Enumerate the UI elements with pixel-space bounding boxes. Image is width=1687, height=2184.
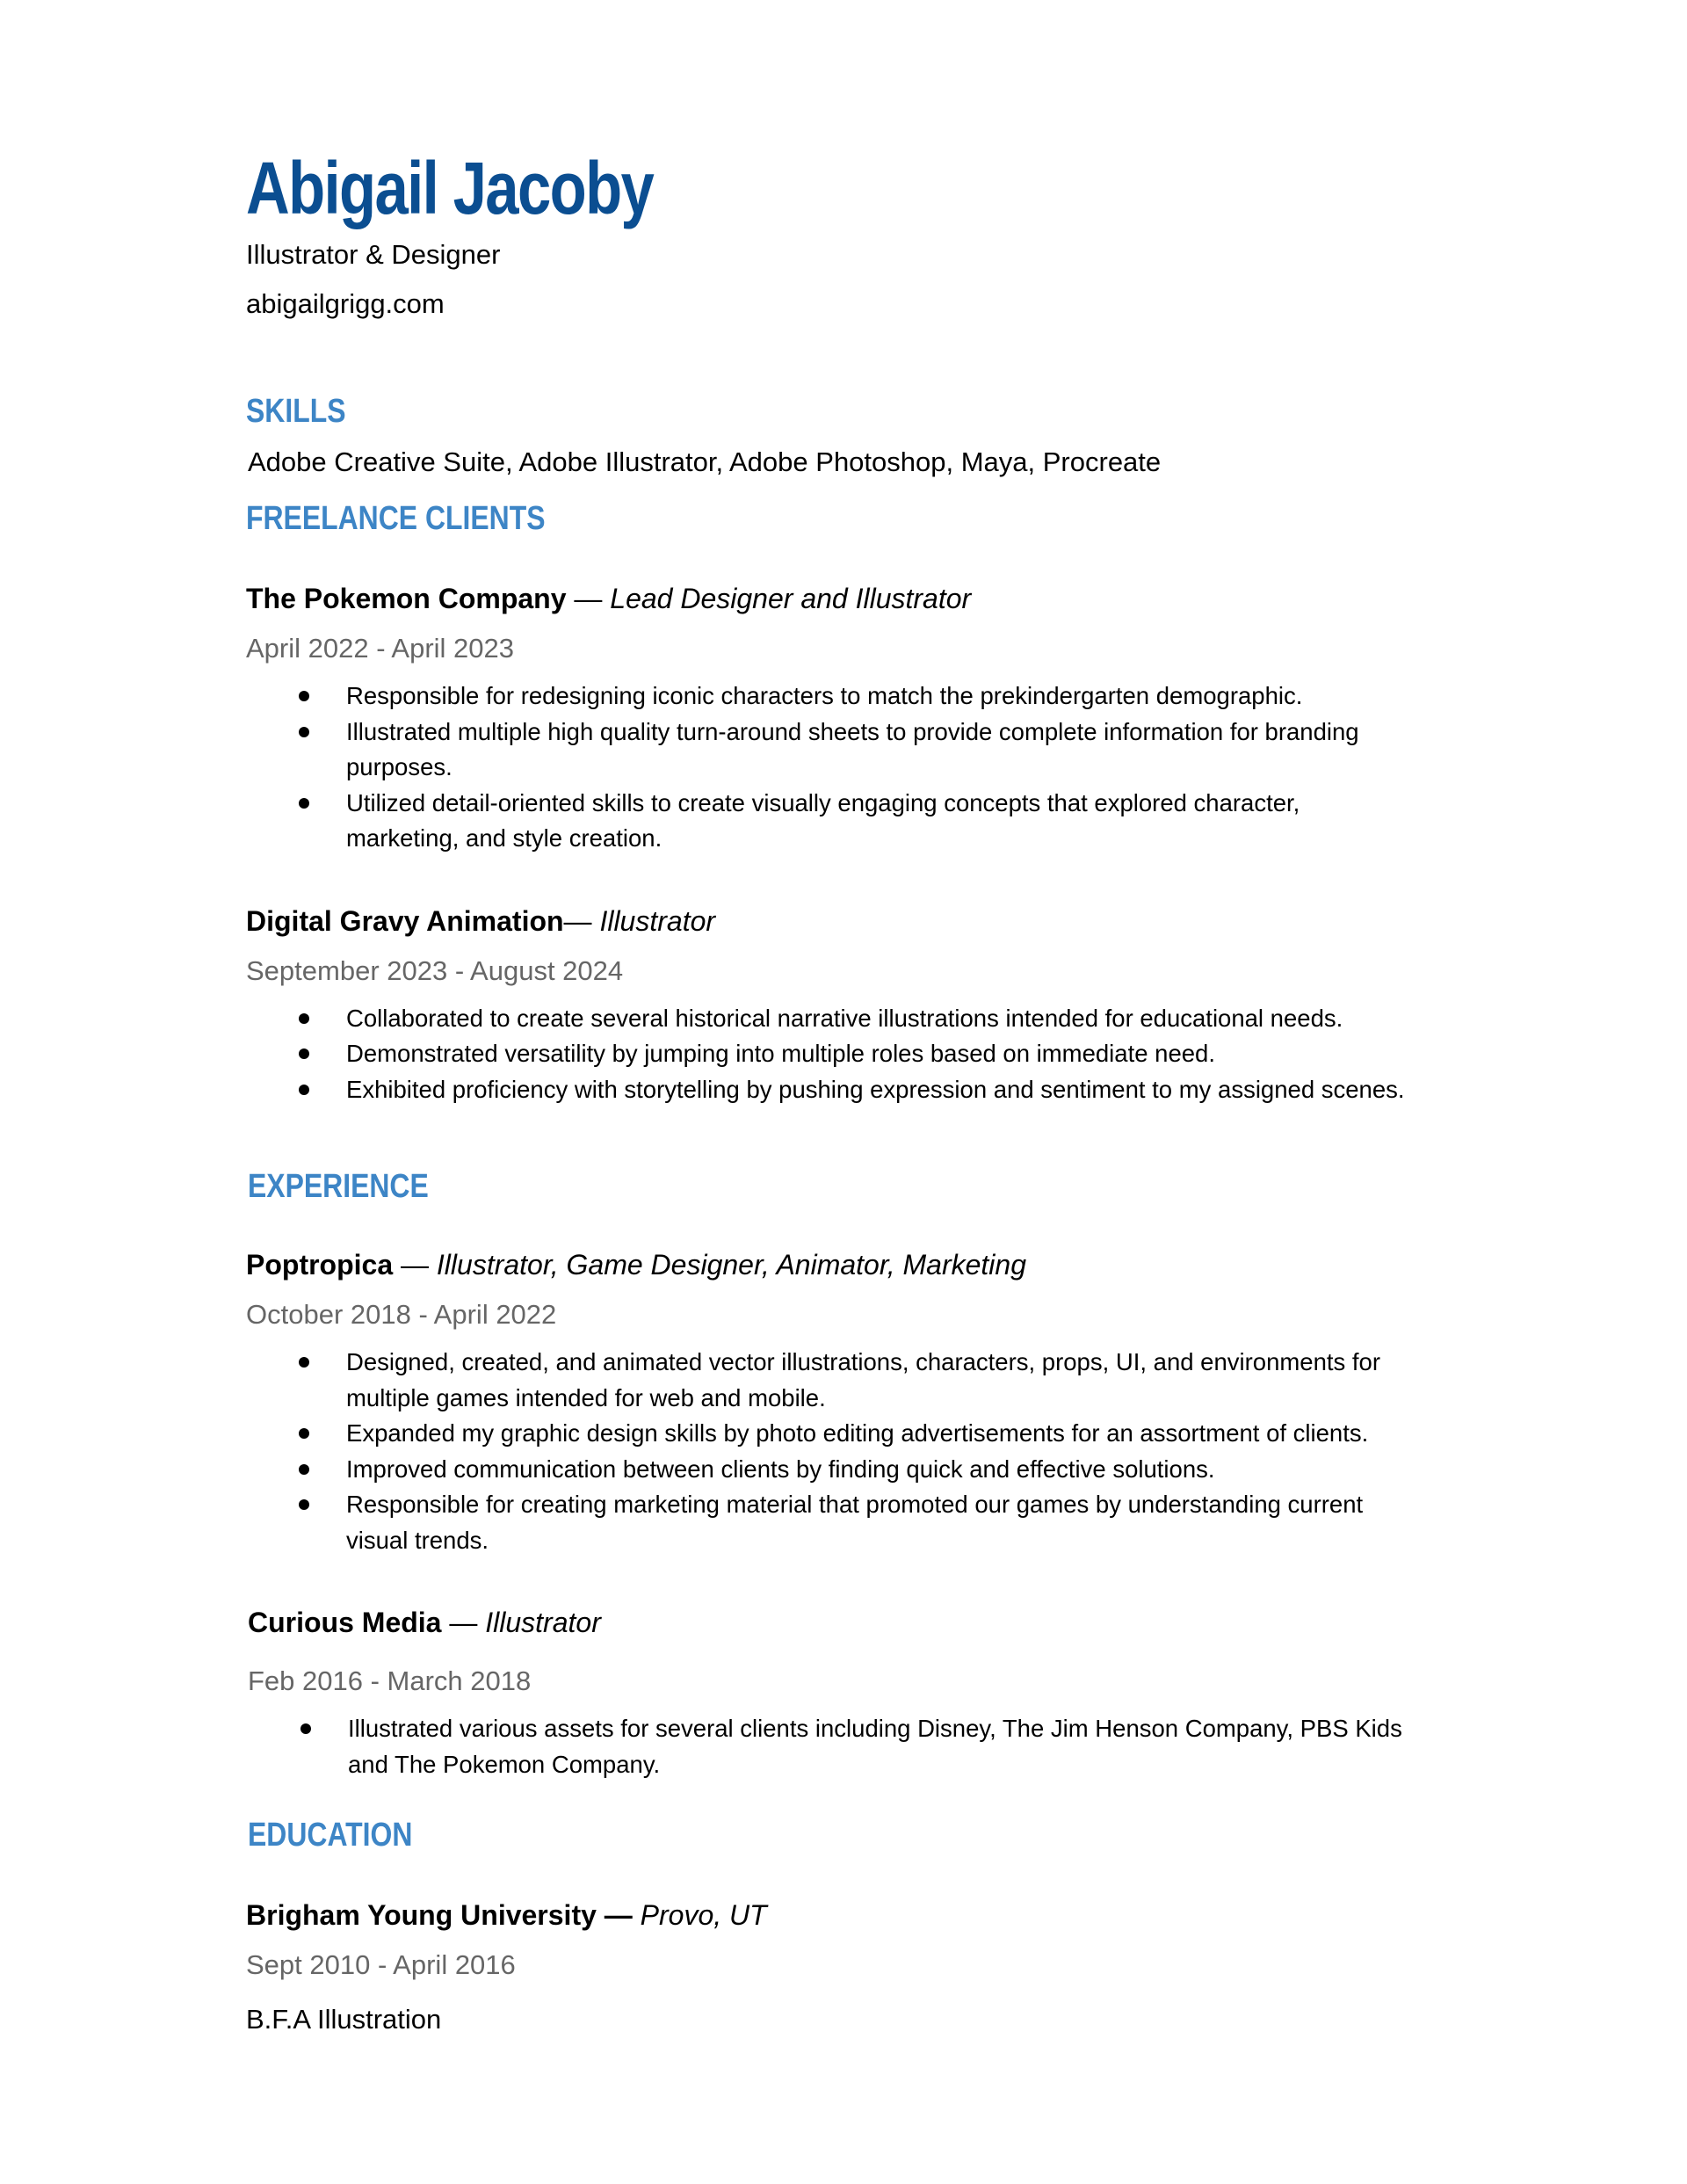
job-bullet-text: Demonstrated versatility by jumping into multiple roles based on immediate need. xyxy=(346,1040,1215,1067)
job-date: April 2022 - April 2023 xyxy=(246,633,515,664)
job-bullet-list xyxy=(246,1001,1441,1108)
job-bullet-text: Collaborated to create several historical narrative illustrations intended for educational needs. xyxy=(346,1004,1343,1032)
job-bullet xyxy=(246,1001,1441,1037)
job-role: Illustrator, Game Designer, Animator, Marketing xyxy=(436,1249,1026,1281)
job-role: Lead Designer and Illustrator xyxy=(610,583,972,614)
bullet-dot-icon xyxy=(299,1357,309,1368)
job-separator: — xyxy=(563,904,600,937)
job-header xyxy=(248,1604,1441,1641)
bullet-dot-icon xyxy=(299,798,309,809)
job-bullet-list xyxy=(246,1345,1441,1558)
job-bullet-text: Utilized detail-oriented skills to create visually engaging concepts that explored character, marketing, and style creation. xyxy=(346,788,1300,852)
job-separator: — xyxy=(441,1607,486,1638)
skills-list: Adobe Creative Suite, Adobe Illustrator, Adobe Photoshop, Maya, Procreate xyxy=(248,446,1162,477)
job-bullet xyxy=(246,1036,1441,1072)
bullet-dot-icon xyxy=(299,1085,309,1095)
job-bullet xyxy=(246,715,1441,786)
skills-heading: SKILLS xyxy=(246,393,346,430)
job-bullet-text: Responsible for creating marketing material that promoted our games by understanding current visual trends. xyxy=(346,1491,1364,1554)
bullet-dot-icon xyxy=(299,1464,309,1475)
bullet-dot-icon xyxy=(300,1723,311,1734)
job-bullet-text: Exhibited proficiency with storytelling by pushing expression and sentiment to my assigned scenes. xyxy=(346,1075,1405,1103)
job-entry-curious-media xyxy=(248,1604,1441,1782)
job-date: October 2018 - April 2022 xyxy=(246,1299,557,1330)
job-header xyxy=(246,580,1441,617)
education-header xyxy=(246,1897,1441,1934)
job-entry-digital-gravy xyxy=(246,903,1441,1108)
job-bullet xyxy=(246,1416,1441,1452)
freelance-clients-heading: FREELANCE CLIENTS xyxy=(246,500,546,537)
experience-heading: EXPERIENCE xyxy=(248,1168,429,1205)
job-bullet-list xyxy=(248,1711,1441,1782)
bullet-dot-icon xyxy=(299,1428,309,1439)
job-bullet-text: Improved communication between clients by finding quick and effective solutions. xyxy=(346,1455,1215,1483)
job-date: Feb 2016 - March 2018 xyxy=(248,1665,532,1696)
education-entry xyxy=(246,1897,1441,2037)
job-bullet xyxy=(246,678,1441,715)
education-school: Brigham Young University xyxy=(246,1899,597,1931)
bullet-dot-icon xyxy=(299,1499,309,1510)
job-bullet xyxy=(246,1345,1441,1416)
job-company: Curious Media xyxy=(248,1607,442,1638)
education-location: Provo, UT xyxy=(640,1899,767,1931)
education-degree: B.F.A Illustration xyxy=(246,2004,442,2035)
education-heading: EDUCATION xyxy=(248,1817,413,1854)
job-bullet xyxy=(246,1452,1441,1488)
resume-subtitle: Illustrator & Designer xyxy=(246,239,501,270)
education-separator: — xyxy=(596,1899,641,1931)
resume-website-link[interactable]: abigailgrigg.com xyxy=(246,288,445,319)
bullet-dot-icon xyxy=(299,1013,309,1024)
job-date: September 2023 - August 2024 xyxy=(246,954,624,986)
job-company: Digital Gravy Animation xyxy=(246,904,564,937)
job-separator: — xyxy=(393,1249,437,1281)
job-bullet xyxy=(246,1487,1441,1558)
job-header xyxy=(246,1246,1441,1283)
job-bullet-list xyxy=(246,678,1441,857)
job-company: The Pokemon Company xyxy=(246,583,567,614)
bullet-dot-icon xyxy=(299,1048,309,1059)
job-bullet-text: Expanded my graphic design skills by photo editing advertisements for an assortment of clients. xyxy=(346,1419,1369,1447)
job-role: Illustrator xyxy=(599,904,716,937)
job-bullet xyxy=(246,1072,1441,1108)
job-entry-poptropica xyxy=(246,1246,1441,1558)
job-bullet-text: Designed, created, and animated vector illustrations, characters, props, UI, and environments for multiple games intended for web and mobile. xyxy=(346,1348,1380,1411)
job-bullet-text: Responsible for redesigning iconic characters to match the prekindergarten demographic. xyxy=(346,682,1303,709)
job-separator: — xyxy=(566,583,611,614)
job-entry-pokemon-company xyxy=(246,580,1441,857)
job-header xyxy=(246,903,1441,940)
bullet-dot-icon xyxy=(299,727,309,737)
job-bullet-text: Illustrated multiple high quality turn-around sheets to provide complete information for branding purposes. xyxy=(346,717,1359,780)
job-company: Poptropica xyxy=(246,1249,394,1281)
job-role: Illustrator xyxy=(485,1607,601,1638)
job-bullet-text: Illustrated various assets for several clients including Disney, The Jim Henson Company, PBS Kids and The Pokemon Company. xyxy=(348,1715,1402,1778)
resume-name: Abigail Jacoby xyxy=(246,147,654,229)
bullet-dot-icon xyxy=(299,691,309,701)
education-date: Sept 2010 - April 2016 xyxy=(246,1949,516,1980)
job-bullet xyxy=(246,786,1441,857)
job-bullet xyxy=(248,1711,1441,1782)
